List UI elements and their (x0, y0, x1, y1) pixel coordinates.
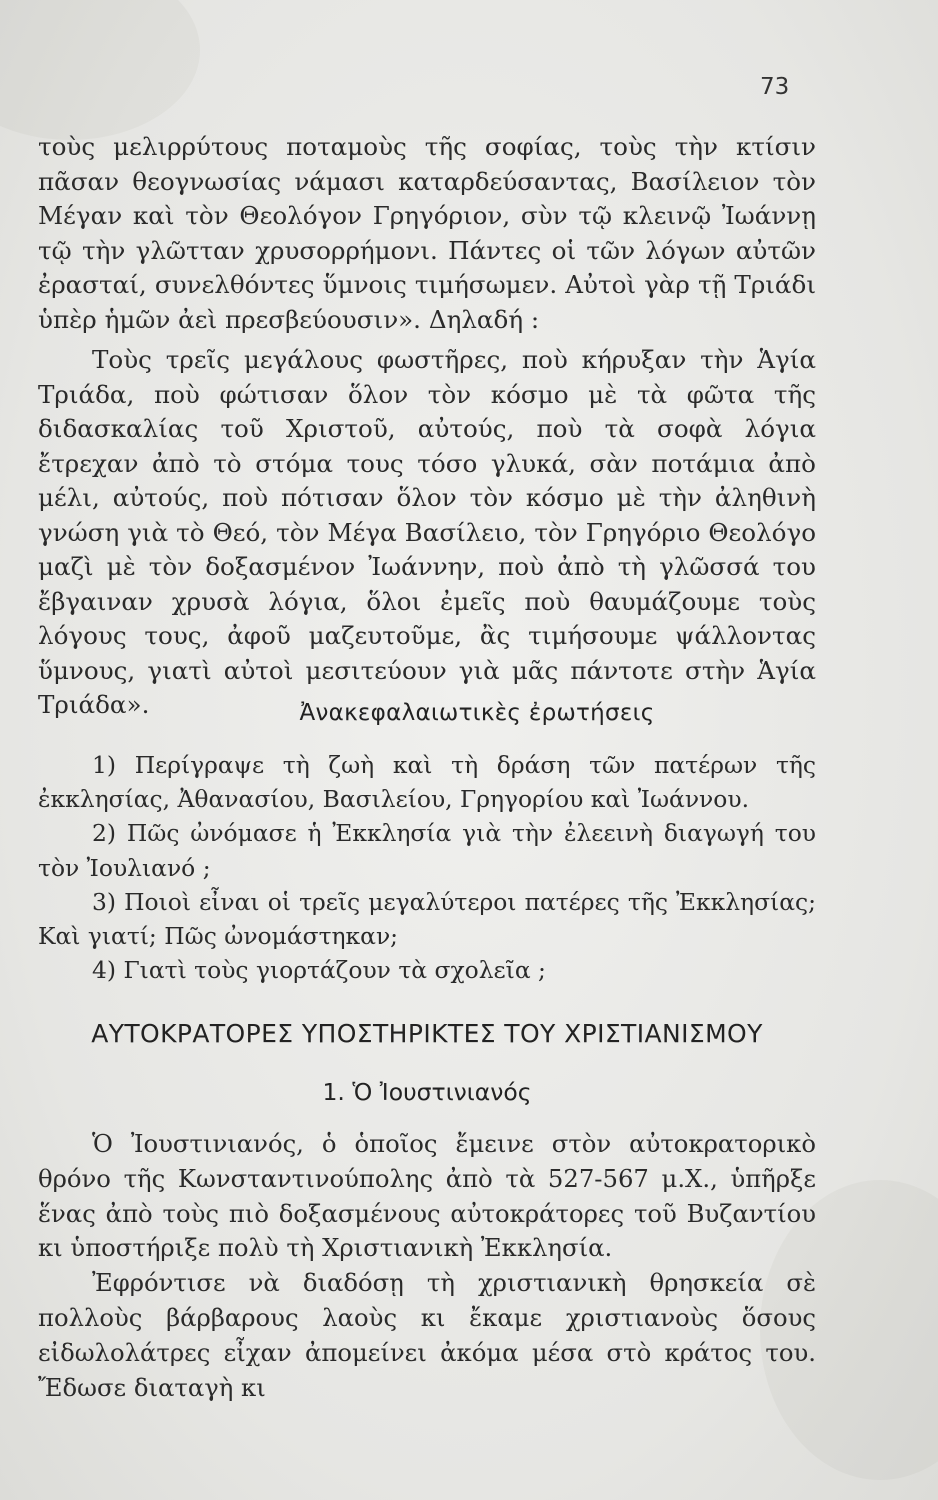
chapter-heading: ΑΥΤΟΚΡΑΤΟΡΕΣ ΥΠΟΣΤΗΡΙΚΤΕΣ ΤΟΥ ΧΡΙΣΤΙΑΝΙΣΜΟΥ (91, 1019, 763, 1048)
translation-text: Τοὺς τρεῖς μεγάλους φωστῆρες, ποὺ κήρυξαν τὴν Ἁγία Τριάδα, ποὺ φώτισαν ὅλον τὸν κόσμο μὲ τὰ φῶτα τῆς διδασκαλίας τοῦ Χριστοῦ, αὐτούς, ποὺ τὰ σοφὰ λόγια ἔτρεχαν ἀπὸ τὸ στόμα τους τόσο γλυκά, σὰν ποτάμια ἀπὸ μέλι, αὐτούς, ποὺ πότισαν ὅλον τὸν κόσμο μὲ τὴν ἀληθινὴ γνώση γιὰ τὸ Θεό, τὸν Μέγα Βασίλειο, τὸν Γρηγόριο Θεολόγο μαζὶ μὲ τὸν δοξασμένον Ἰωάννην, ποὺ ἀπὸ τὴ γλῶσσά του ἔβγαιναν χρυσὰ λόγια, ὅλοι ἐμεῖς ποὺ θαυμάζουμε τοὺς λόγους τους, ἀφοῦ μαζευτοῦμε, ἂς τιμήσουμε ψάλλοντας ὕμνους, γιατὶ αὐτοὶ μεσιτεύουν γιὰ μᾶς πάντοτε στὴν Ἁγία Τριάδα». (38, 345, 816, 719)
question-item: 1) Περίγραψε τὴ ζωὴ καὶ τὴ δράση τῶν πατέρων τῆς ἐκκλησίας, Ἀθανασίου, Βασιλείου, Γρηγορίου καὶ Ἰωάννου. (38, 751, 816, 814)
question-item: 3) Ποιοὶ εἶναι οἱ τρεῖς μεγαλύτεροι πατέρες τῆς Ἐκκλησίας; Καὶ γιατί; Πῶς ὠνομάστηκαν; (38, 887, 816, 951)
intro-paragraph (38, 130, 816, 337)
review-questions-heading: Ἀνακεφαλαιωτικὲς ἐρωτήσεις (299, 700, 655, 726)
review-questions-list (38, 748, 816, 987)
translation-paragraph (38, 343, 816, 723)
paper-stain (0, 0, 200, 140)
justinian-paragraph: Ἐφρόντισε νὰ διαδόσῃ τὴ χριστιανικὴ θρησκεία σὲ πολλοὺς βάρβαρους λαοὺς κι ἔκαμε χριστιανοὺς ὅσους εἰδωλολάτρες εἶχαν ἀπομείνει ἀκόμα μέσα στὸ κράτος του. Ἔδωσε διαταγὴ κι (38, 1268, 816, 1402)
justinian-paragraph: Ὁ Ἰουστινιανός, ὁ ὁποῖος ἔμεινε στὸν αὐτοκρατορικὸ θρόνο τῆς Κωνσταντινούπολης ἀπὸ τὰ 527-567 μ.Χ., ὑπῆρξε ἕνας ἀπὸ τοὺς πιὸ δοξασμένους αὐτοκράτορες τοῦ Βυζαντίου κι ὑποστήριξε πολὺ τὴ Χριστιανικὴ Ἐκκλησία. (38, 1129, 816, 1263)
page-number: 73 (760, 74, 790, 100)
justinian-section (38, 1127, 816, 1405)
intro-text: τοὺς μελιρρύτους ποταμοὺς τῆς σοφίας, τοὺς τὴν κτίσιν πᾶσαν θεογνωσίας νάμασι καταρδεύσαντας, Βασίλειον τὸν Μέγαν καὶ τὸν Θεολόγον Γρηγόριον, σὺν τῷ κλεινῷ Ἰωάννῃ τῷ τὴν γλῶτταν χρυσορρήμονι. Πάντες οἱ τῶν λόγων αὐτῶν ἐρασταί, συνελθόντες ὕμνοις τιμήσωμεν. Αὐτοὶ γὰρ τῇ Τριάδι ὑπὲρ ἡμῶν ἀεὶ πρεσβεύουσιν». Δηλαδή : (38, 132, 816, 334)
section-heading: 1. Ὁ Ἰουστινιανός (322, 1078, 532, 1106)
question-item: 4) Γιατὶ τοὺς γιορτάζουν τὰ σχολεῖα ; (92, 956, 546, 985)
question-item: 2) Πῶς ὠνόμασε ἡ Ἐκκλησία γιὰ τὴν ἐλεεινὴ διαγωγή του τὸν Ἰουλιανό ; (38, 819, 816, 882)
